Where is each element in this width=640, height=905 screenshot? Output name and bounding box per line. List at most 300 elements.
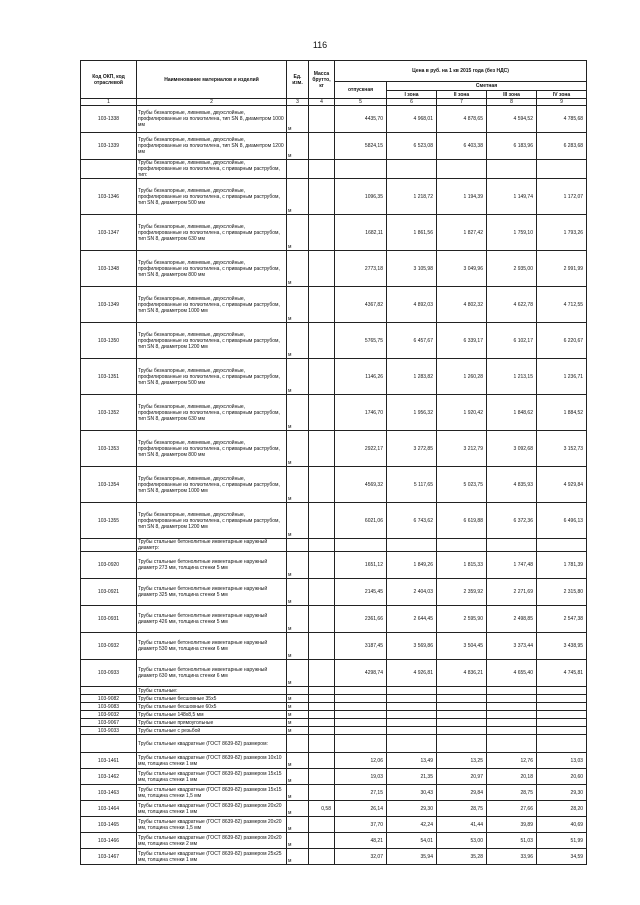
table-row [81,687,587,695]
row-price-zone-3 [487,711,537,719]
row-name: Трубы стальные бетонолитные инвентарные наружный диаметр 630 мм, толщина стенки 6 мм [137,660,287,687]
row-code: 103-1346 [81,179,137,215]
row-unit: м [287,287,309,323]
row-price-zone-4 [537,695,587,703]
row-price-zone-2 [437,727,487,735]
row-price-zone-1 [387,727,437,735]
row-unit [287,687,309,695]
row-mass: 0,58 [309,801,335,817]
row-code: 103-0920 [81,552,137,579]
row-price-zone-1: 2 644,45 [387,606,437,633]
row-price-zone-3: 4 594,52 [487,106,537,133]
row-unit: м [287,133,309,160]
row-price-zone-2: 2 359,92 [437,579,487,606]
row-price-zone-3: 51,03 [487,833,537,849]
row-name: Трубы безнапорные, ливневые, двухслойные, профилированные из полиэтилена, тип SN 8, диаметром 1000 мм [137,106,287,133]
row-unit: м [287,849,309,865]
row-name: Трубы безнапорные, ливневые, двухслойные, профилированные из полиэтилена, с приварным раструбом, тип SN 8, диаметром 1200 мм [137,323,287,359]
row-code: 103-9032 [81,711,137,719]
row-price-zone-4: 4 929,84 [537,467,587,503]
row-price-zone-3: 33,96 [487,849,537,865]
row-mass [309,431,335,467]
row-price-zone-4: 2 547,38 [537,606,587,633]
row-price-zone-1: 5 117,65 [387,467,437,503]
row-price-zone-4: 1 884,52 [537,395,587,431]
row-price-zone-2: 4 878,65 [437,106,487,133]
row-price-zone-3: 4 622,78 [487,287,537,323]
row-code: 103-0921 [81,579,137,606]
row-code: 103-9082 [81,695,137,703]
row-price-zone-1: 2 404,03 [387,579,437,606]
row-price-zone-1: 4 926,81 [387,660,437,687]
row-mass [309,817,335,833]
row-price-zone-4 [537,735,587,753]
row-price-zone-3: 6 183,96 [487,133,537,160]
row-price-zone-1 [387,160,437,179]
table-row [81,606,587,633]
row-price-zone-2 [437,711,487,719]
row-name: Трубы стальные квадратные (ГОСТ 8639-82) размером 20х20 мм, толщина стенки 1 мм [137,801,287,817]
row-unit [287,735,309,753]
row-name: Трубы безнапорные, ливневые, двухслойные, профилированные из полиэтилена, с приварным раструбом, тип SN 8, диаметром 630 мм [137,395,287,431]
header-mass: Масса брутто, кг [309,61,335,99]
row-price-release: 1096,35 [335,179,387,215]
row-price-zone-3 [487,719,537,727]
row-price-zone-3: 3 373,44 [487,633,537,660]
row-name: Трубы стальные квадратные (ГОСТ 8639-82) размером 15х15 мм, толщина стенки 1 мм [137,769,287,785]
row-price-release [335,727,387,735]
row-name: Трубы безнапорные, ливневые, двухслойные, профилированные из полиэтилена, с приварным раструбом, тип SN 8, диаметром 800 мм [137,431,287,467]
row-price-zone-1: 3 569,86 [387,633,437,660]
row-code: 103-1462 [81,769,137,785]
row-price-release: 1146,26 [335,359,387,395]
row-price-zone-1: 4 968,01 [387,106,437,133]
row-price-zone-1 [387,687,437,695]
row-price-zone-4 [537,719,587,727]
col-number: 9 [537,99,587,106]
row-mass [309,133,335,160]
table-header [81,61,587,106]
row-price-zone-2: 3 049,96 [437,251,487,287]
row-price-zone-1: 3 272,85 [387,431,437,467]
row-price-zone-2: 13,25 [437,753,487,769]
row-price-zone-3: 1 747,48 [487,552,537,579]
row-unit: м [287,552,309,579]
col-number: 7 [437,99,487,106]
row-mass [309,467,335,503]
table-row [81,431,587,467]
row-price-zone-1 [387,695,437,703]
row-price-zone-2: 3 504,45 [437,633,487,660]
row-mass [309,160,335,179]
row-mass [309,503,335,539]
col-number: 2 [137,99,287,106]
table-row [81,503,587,539]
row-unit: м [287,753,309,769]
row-price-zone-1: 1 218,72 [387,179,437,215]
row-unit: м [287,251,309,287]
row-code: 103-1466 [81,833,137,849]
row-price-release: 26,14 [335,801,387,817]
row-name: Трубы стальные 148х8,5 мм [137,711,287,719]
table-row [81,251,587,287]
table-body [81,106,587,865]
row-price-release: 2922,17 [335,431,387,467]
row-price-zone-4: 13,03 [537,753,587,769]
row-price-zone-1: 29,30 [387,801,437,817]
table-row [81,215,587,251]
row-price-zone-3: 2 271,69 [487,579,537,606]
row-price-release: 5824,15 [335,133,387,160]
row-code: 103-1348 [81,251,137,287]
row-code: 103-1351 [81,359,137,395]
row-unit: м [287,785,309,801]
row-unit: м [287,323,309,359]
table-row [81,106,587,133]
row-price-zone-2 [437,719,487,727]
row-price-release: 4367,82 [335,287,387,323]
row-price-zone-4 [537,727,587,735]
row-unit [287,160,309,179]
row-price-zone-4: 1 793,26 [537,215,587,251]
row-name: Трубы безнапорные, ливневые, двухслойные, профилированные из полиэтилена, тип SN 8, диаметром 1200 мм [137,133,287,160]
row-price-zone-3: 12,76 [487,753,537,769]
row-name: Трубы стальные бесшовные 60х5 [137,703,287,711]
row-price-zone-2 [437,735,487,753]
row-price-zone-4: 6 220,67 [537,323,587,359]
row-price-zone-4: 6 496,13 [537,503,587,539]
row-price-zone-2: 4 836,21 [437,660,487,687]
table-row [81,660,587,687]
row-code: 103-0932 [81,633,137,660]
row-price-zone-4: 2 991,99 [537,251,587,287]
row-mass [309,735,335,753]
row-price-zone-2: 6 403,38 [437,133,487,160]
row-price-zone-3: 20,18 [487,769,537,785]
table-row [81,801,587,817]
row-code: 103-0933 [81,660,137,687]
row-code: 103-1464 [81,801,137,817]
row-price-zone-4: 4 745,81 [537,660,587,687]
row-price-zone-3: 1 848,62 [487,395,537,431]
row-unit: м [287,660,309,687]
row-price-release: 27,15 [335,785,387,801]
row-price-zone-1 [387,703,437,711]
row-unit: м [287,359,309,395]
row-price-zone-2: 1 260,28 [437,359,487,395]
row-price-zone-1: 1 956,32 [387,395,437,431]
row-code: 103-1465 [81,817,137,833]
row-price-zone-1 [387,735,437,753]
table-row [81,769,587,785]
price-sheet [80,60,586,865]
row-price-release: 2773,18 [335,251,387,287]
row-unit: м [287,467,309,503]
row-price-zone-3 [487,735,537,753]
row-price-zone-1: 1 283,82 [387,359,437,395]
page-number: 116 [312,40,328,50]
row-price-zone-2: 28,75 [437,801,487,817]
row-mass [309,579,335,606]
table-row [81,539,587,552]
row-code: 103-1461 [81,753,137,769]
row-name: Трубы безнапорные, ливневые, двухслойные, профилированные из полиэтилена, с приварным раструбом, тип SN 8, диаметром 1000 мм [137,467,287,503]
row-mass [309,833,335,849]
row-code: 103-1463 [81,785,137,801]
header-name: Наименование материалов и изделий [137,61,287,99]
row-code: 103-1352 [81,395,137,431]
row-price-zone-3: 28,75 [487,785,537,801]
row-price-zone-3 [487,160,537,179]
row-mass [309,711,335,719]
row-price-zone-3: 2 498,85 [487,606,537,633]
table-row [81,160,587,179]
row-price-zone-4: 3 152,73 [537,431,587,467]
header-zone-1: I зона [387,91,437,99]
row-price-release: 12,06 [335,753,387,769]
header-zone-2: II зона [437,91,487,99]
row-price-zone-1 [387,539,437,552]
table-row [81,467,587,503]
col-number: 4 [309,99,335,106]
table-row [81,833,587,849]
row-price-zone-1: 30,43 [387,785,437,801]
price-table [80,60,587,865]
row-unit [287,539,309,552]
row-price-zone-1: 54,01 [387,833,437,849]
row-unit: м [287,769,309,785]
row-price-zone-2: 1 827,42 [437,215,487,251]
row-mass [309,251,335,287]
row-unit: м [287,719,309,727]
header-unit: Ед. изм. [287,61,309,99]
col-number: 6 [387,99,437,106]
col-number: 5 [335,99,387,106]
row-name: Трубы стальные бетонолитные инвентарные наружный диаметр 325 мм, толщина стенки 5 мм [137,579,287,606]
row-price-zone-3 [487,727,537,735]
row-price-zone-3 [487,687,537,695]
row-mass [309,539,335,552]
table-row [81,735,587,753]
row-unit: м [287,633,309,660]
row-mass [309,215,335,251]
col-number: 1 [81,99,137,106]
row-price-zone-4: 28,20 [537,801,587,817]
row-name: Трубы безнапорные, ливневые, двухслойные, профилированные из полиэтилена, с приварным раструбом, тип SN 8, диаметром 1000 мм [137,287,287,323]
row-code [81,735,137,753]
row-code [81,539,137,552]
row-name: Трубы стальные квадратные (ГОСТ 8639-82) размером 25х25 мм, толщина стенки 1 мм [137,849,287,865]
row-price-release: 32,07 [335,849,387,865]
row-mass [309,727,335,735]
row-unit: м [287,503,309,539]
row-code [81,160,137,179]
row-code: 103-1347 [81,215,137,251]
row-price-zone-2: 20,97 [437,769,487,785]
header-code: Код ОКП, код отраслевой [81,61,137,99]
row-price-zone-3 [487,703,537,711]
row-price-zone-2: 6 339,17 [437,323,487,359]
row-price-zone-4 [537,711,587,719]
row-price-zone-4: 34,59 [537,849,587,865]
table-row [81,287,587,323]
row-mass [309,359,335,395]
header-estimate: Сметная [387,82,587,91]
table-row [81,633,587,660]
table-row [81,179,587,215]
row-price-zone-3: 39,89 [487,817,537,833]
row-price-zone-2: 1 920,42 [437,395,487,431]
row-price-zone-2 [437,160,487,179]
table-row [81,323,587,359]
row-price-zone-2 [437,695,487,703]
row-price-zone-1: 6 743,62 [387,503,437,539]
row-price-release [335,695,387,703]
row-name: Трубы стальные прямоугольные [137,719,287,727]
row-price-zone-2: 6 619,88 [437,503,487,539]
row-price-zone-3: 2 935,00 [487,251,537,287]
row-price-zone-1: 21,35 [387,769,437,785]
row-price-zone-4: 51,99 [537,833,587,849]
row-price-zone-4: 20,60 [537,769,587,785]
row-unit: м [287,801,309,817]
row-price-release [335,539,387,552]
row-name: Трубы стальные квадратные (ГОСТ 8639-82) размером 20х20 мм, толщина стенки 1,5 мм [137,817,287,833]
row-mass [309,606,335,633]
row-price-zone-4: 6 283,68 [537,133,587,160]
row-price-zone-1 [387,719,437,727]
row-unit: м [287,606,309,633]
row-code: 103-1339 [81,133,137,160]
row-price-release: 4435,70 [335,106,387,133]
row-price-release [335,160,387,179]
col-number: 3 [287,99,309,106]
row-price-zone-4 [537,539,587,552]
row-price-zone-1: 1 861,56 [387,215,437,251]
row-price-zone-2 [437,539,487,552]
row-price-release: 6021,06 [335,503,387,539]
row-price-zone-4: 3 438,95 [537,633,587,660]
row-price-zone-4: 1 172,07 [537,179,587,215]
row-mass [309,323,335,359]
row-code: 103-9083 [81,703,137,711]
table-row [81,711,587,719]
row-price-release [335,735,387,753]
row-code: 103-9033 [81,727,137,735]
row-price-zone-2: 5 023,75 [437,467,487,503]
row-unit: м [287,395,309,431]
table-row [81,359,587,395]
row-unit: м [287,711,309,719]
row-price-release: 19,03 [335,769,387,785]
header-zone-3: III зона [487,91,537,99]
header-release: отпускная [335,82,387,99]
row-name: Трубы стальные бетонолитные инвентарные наружный диаметр 530 мм, толщина стенки 6 мм [137,633,287,660]
row-price-zone-2: 4 802,32 [437,287,487,323]
row-price-release [335,711,387,719]
row-price-zone-1: 1 849,26 [387,552,437,579]
row-price-zone-4: 40,69 [537,817,587,833]
row-price-zone-3: 1 213,15 [487,359,537,395]
table-row [81,785,587,801]
row-mass [309,633,335,660]
row-code: 103-9067 [81,719,137,727]
row-price-zone-1: 13,49 [387,753,437,769]
row-price-zone-2: 2 595,90 [437,606,487,633]
row-code: 103-1355 [81,503,137,539]
row-price-zone-3: 1 759,10 [487,215,537,251]
row-price-zone-2: 1 194,39 [437,179,487,215]
row-name: Трубы стальные квадратные (ГОСТ 8639-82) размером: [137,735,287,753]
row-price-zone-3: 27,66 [487,801,537,817]
header-price-title: Цена в руб. на 1 кв 2015 года (без НДС) [335,61,587,82]
row-price-release: 4298,74 [335,660,387,687]
row-code: 103-1338 [81,106,137,133]
row-unit: м [287,106,309,133]
row-price-release: 2145,45 [335,579,387,606]
row-name: Трубы стальные: [137,687,287,695]
row-price-zone-3 [487,695,537,703]
row-mass [309,719,335,727]
row-mass [309,179,335,215]
row-price-release: 1746,70 [335,395,387,431]
row-price-zone-1: 6 457,67 [387,323,437,359]
row-code: 103-1467 [81,849,137,865]
row-name: Трубы стальные бетонолитные инвентарные наружный диаметр 273 мм, толщина стенки 5 мм [137,552,287,579]
row-price-release: 3187,45 [335,633,387,660]
table-row [81,849,587,865]
row-unit: м [287,431,309,467]
row-price-zone-4 [537,687,587,695]
row-mass [309,287,335,323]
row-price-zone-3: 6 372,36 [487,503,537,539]
table-row [81,727,587,735]
row-unit: м [287,179,309,215]
row-price-zone-3: 4 835,93 [487,467,537,503]
row-unit: м [287,727,309,735]
table-row [81,703,587,711]
table-row [81,753,587,769]
row-price-zone-4: 4 712,55 [537,287,587,323]
row-mass [309,753,335,769]
row-price-zone-2: 41,44 [437,817,487,833]
row-unit: м [287,215,309,251]
row-price-zone-2: 35,28 [437,849,487,865]
row-price-zone-3 [487,539,537,552]
row-price-zone-3: 4 655,40 [487,660,537,687]
row-unit: м [287,579,309,606]
row-price-zone-3: 1 149,74 [487,179,537,215]
row-mass [309,552,335,579]
row-name: Трубы безнапорные, ливневые, двухслойные, профилированные из полиэтилена, с приварным раструбом, тип SN 8, диаметром 500 мм [137,179,287,215]
row-price-zone-2 [437,703,487,711]
row-name: Трубы безнапорные, ливневые, двухслойные, профилированные из полиэтилена, с приварным раструбом, тип SN 8, диаметром 500 мм [137,359,287,395]
row-price-zone-2: 53,00 [437,833,487,849]
col-number: 8 [487,99,537,106]
row-price-release: 37,70 [335,817,387,833]
row-price-zone-4: 1 236,71 [537,359,587,395]
row-price-zone-1: 4 892,03 [387,287,437,323]
row-mass [309,687,335,695]
table-row [81,133,587,160]
row-mass [309,849,335,865]
row-code: 103-1354 [81,467,137,503]
row-unit: м [287,703,309,711]
row-name: Трубы безнапорные, ливневые, двухслойные, профилированные из полиэтилена, с приварным раструбом, тип SN 8, диаметром 630 мм [137,215,287,251]
row-mass [309,695,335,703]
row-code: 103-1353 [81,431,137,467]
row-price-zone-2: 1 815,33 [437,552,487,579]
